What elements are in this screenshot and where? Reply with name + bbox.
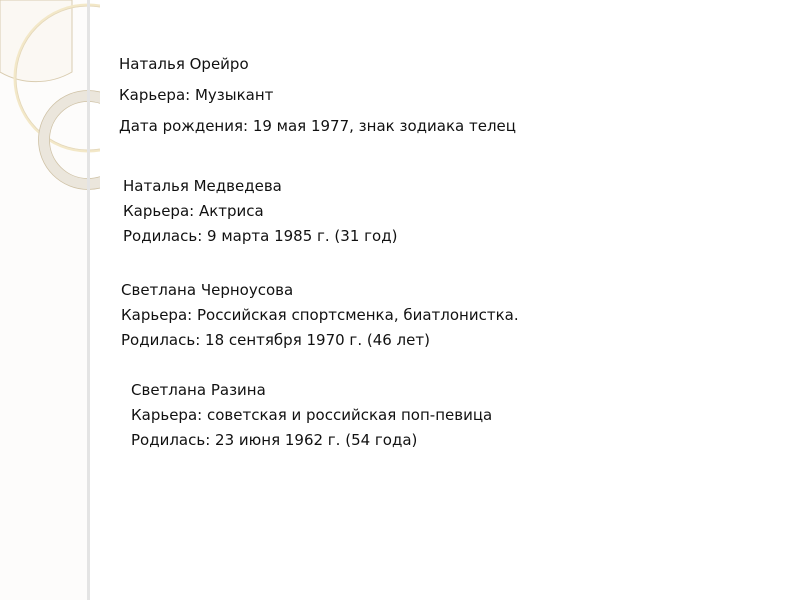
- person-birth: Родилась: 23 июня 1962 г. (54 года): [131, 431, 418, 449]
- person-birth: Дата рождения: 19 мая 1977, знак зодиака телец: [119, 117, 516, 135]
- person-birth: Родилась: 18 сентября 1970 г. (46 лет): [121, 331, 430, 349]
- person-name: Наталья Орейро: [119, 55, 249, 73]
- person-name: Светлана Разина: [131, 381, 266, 399]
- person-career: Карьера: Музыкант: [119, 86, 274, 104]
- person-birth: Родилась: 9 марта 1985 г. (31 год): [123, 227, 398, 245]
- person-name: Наталья Медведева: [123, 177, 282, 195]
- person-career: Карьера: советская и российская поп-певица: [131, 406, 493, 424]
- person-career: Карьера: Российская спортсменка, биатлонистка.: [121, 306, 519, 324]
- person-career: Карьера: Актриса: [123, 202, 264, 220]
- decorative-rings: [0, 0, 100, 600]
- person-name: Светлана Черноусова: [121, 281, 294, 299]
